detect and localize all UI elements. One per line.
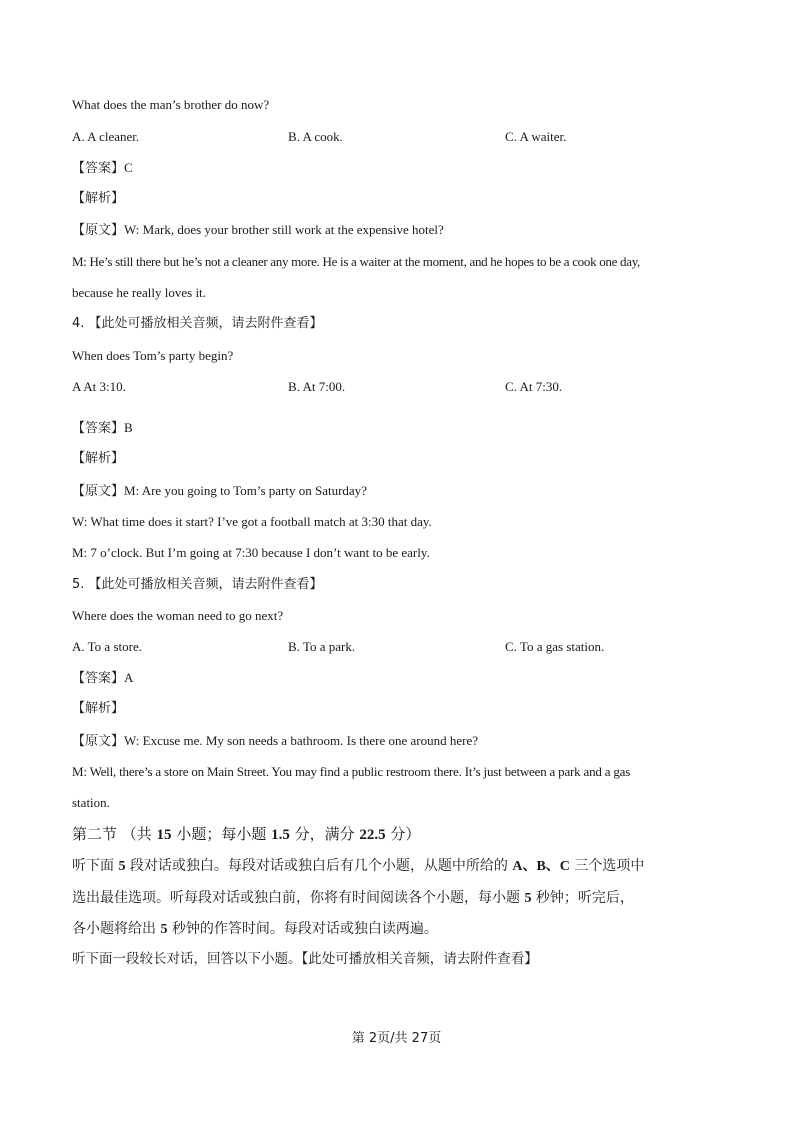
answer-value: A: [124, 670, 134, 685]
transcript-line: W: What time does it start? I’ve got a football match at 3:30 that day.: [72, 514, 432, 529]
analysis-tag: 【解析】: [72, 701, 125, 716]
option-c: C. To a gas station.: [505, 639, 605, 654]
transcript-line: M: 7 o’clock. But I’m going at 7:30 because I don’t want to be early.: [72, 545, 430, 560]
option-b: B. To a park.: [288, 639, 356, 654]
analysis-tag: 【解析】: [72, 191, 125, 206]
section-instructions-line: 听下面一段较长对话，回答以下小题。【此处可播放相关音频，请去附件查看】: [72, 951, 538, 967]
transcript-text: W: Mark, does your brother still work at the expensive hotel?: [124, 222, 444, 237]
option-c: C. At 7:30.: [505, 379, 563, 394]
answer-tag: 【答案】: [72, 161, 125, 176]
answer-line: [72, 670, 133, 687]
transcript-text: M: Are you going to Tom’s party on Saturday?: [124, 483, 367, 498]
page-footer: 第 2页/共 27页: [351, 1031, 442, 1046]
transcript-line: [72, 483, 367, 500]
transcript-line: [72, 733, 478, 750]
option-a: A At 3:10.: [72, 379, 126, 394]
answer-value: B: [124, 420, 133, 435]
analysis-tag: 【解析】: [72, 451, 125, 466]
option-b: B. A cook.: [288, 129, 343, 144]
transcript-line: M: Well, there’s a store on Main Street. You may find a public restroom there. It’s just between a park and a gas: [72, 764, 631, 779]
option-c: C. A waiter.: [505, 129, 567, 144]
question-header: 4. 【此处可播放相关音频，请去附件查看】: [72, 316, 323, 331]
section-title: 第二节 （共 15 小题；每小题 1.5 分，满分 22.5 分）: [72, 825, 421, 843]
question-header: 5. 【此处可播放相关音频，请去附件查看】: [72, 577, 323, 592]
original-tag: 【原文】: [72, 223, 125, 238]
question-text: When does Tom’s party begin?: [72, 348, 234, 363]
answer-line: [72, 160, 133, 177]
answer-line: [72, 420, 133, 437]
section-instructions-line: 选出最佳选项。听每段对话或独白前，你将有时间阅读各个小题，每小题 5 秒钟；听完后，: [72, 890, 634, 906]
option-a: A. To a store.: [72, 639, 142, 654]
answer-value: C: [124, 160, 133, 175]
transcript-line: because he really loves it.: [72, 285, 206, 300]
section-instructions-line: 各小题将给出 5 秒钟的作答时间。每段对话或独白读两遍。: [72, 921, 438, 937]
transcript-line: [72, 222, 444, 239]
transcript-line: M: He’s still there but he’s not a cleaner any more. He is a waiter at the moment, and he hopes to be a cook one day,: [72, 254, 641, 269]
question-text: Where does the woman need to go next?: [72, 608, 284, 623]
option-b: B. At 7:00.: [288, 379, 346, 394]
answer-tag: 【答案】: [72, 421, 125, 436]
original-tag: 【原文】: [72, 734, 125, 749]
section-instructions-line: 听下面 5 段对话或独白。每段对话或独白后有几个小题，从题中所给的 A、B、C 三个选项中: [72, 858, 645, 874]
transcript-text: W: Excuse me. My son needs a bathroom. Is there one around here?: [124, 733, 479, 748]
answer-tag: 【答案】: [72, 671, 125, 686]
option-a: A. A cleaner.: [72, 129, 140, 144]
transcript-line: station.: [72, 795, 110, 810]
original-tag: 【原文】: [72, 484, 125, 499]
question-text: What does the man’s brother do now?: [72, 97, 270, 112]
